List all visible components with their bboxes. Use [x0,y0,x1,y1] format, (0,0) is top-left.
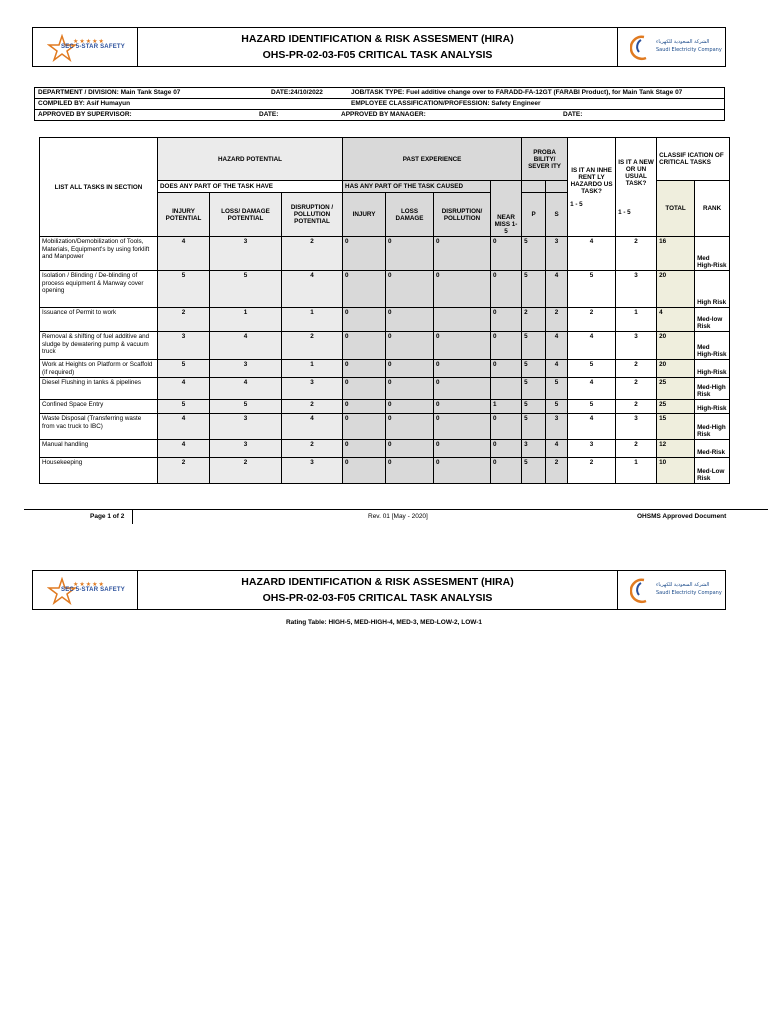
new-task-cell: 3 [616,414,657,440]
injury-cell: 0 [343,440,386,458]
loss-damage-cell: 0 [386,237,434,271]
loss-potential-cell: 3 [210,360,282,378]
inherent-cell: 3 [568,440,616,458]
loss-damage-cell: 0 [386,378,434,400]
near-miss-cell: 0 [491,360,522,378]
injury-cell: 0 [343,458,386,484]
inherent-cell: 2 [568,308,616,332]
table-row [40,378,730,400]
s-cell: 4 [546,440,568,458]
loss-potential-cell: 3 [210,237,282,271]
header-loss-damage-potential: LOSS/ DAMAGE POTENTIAL [210,193,282,237]
task-cell: Waste Disposal (Transferring waste from vac truck to IBC) [40,414,158,440]
near-miss-cell [491,378,522,400]
disruption-potential-cell: 2 [282,400,343,414]
disruption-cell: 0 [434,332,491,360]
s-cell: 4 [546,332,568,360]
disruption-cell: 0 [434,360,491,378]
loss-damage-cell: 0 [386,271,434,308]
total-cell: 4 [657,308,695,332]
table-row [40,237,730,271]
loss-damage-cell: 0 [386,308,434,332]
loss-potential-cell: 5 [210,400,282,414]
p-cell: 5 [522,458,546,484]
loss-damage-cell: 0 [386,400,434,414]
sec-arc-icon [630,577,652,605]
s-cell: 4 [546,360,568,378]
near-miss-cell: 0 [491,237,522,271]
inherent-cell: 4 [568,378,616,400]
sec-name-2 [656,581,722,597]
new-task-cell: 1 [616,308,657,332]
header-prob-spacer [522,181,546,193]
injury-potential-cell: 5 [158,400,210,414]
employee-class-field: EMPLOYEE CLASSIFICATION/PROFESSION: Safety Engineer [351,100,541,107]
table-row [40,458,730,484]
header-inherent-label: IS IT AN INHE RENT LY HAZARDO US TASK? [570,166,613,195]
title-line2: OHS-PR-02-03-F05 CRITICAL TASK ANALYSIS [262,49,493,61]
rank-cell: High Risk [695,271,730,308]
new-task-cell: 3 [616,332,657,360]
title2-line2: OHS-PR-02-03-F05 CRITICAL TASK ANALYSIS [262,592,493,604]
header-new [616,138,657,237]
loss-damage-cell: 0 [386,440,434,458]
near-miss-cell: 0 [491,308,522,332]
s-cell: 2 [546,308,568,332]
p-cell: 5 [522,360,546,378]
disruption-potential-cell: 4 [282,414,343,440]
disruption-cell: 0 [434,400,491,414]
new-task-cell: 3 [616,271,657,308]
new-task-cell: 2 [616,237,657,271]
disruption-cell: 0 [434,458,491,484]
s-cell: 5 [546,378,568,400]
disruption-potential-cell: 2 [282,440,343,458]
header-inherent [568,138,616,237]
near-miss-cell: 0 [491,271,522,308]
company-logo [33,28,138,66]
total-cell: 20 [657,271,695,308]
header-hazard-potential: HAZARD POTENTIAL [158,138,343,181]
date2-field: DATE: [259,111,279,118]
inherent-cell: 4 [568,414,616,440]
page-footer [24,509,768,524]
disruption-potential-cell: 3 [282,458,343,484]
sec-english-name-2: Saudi Electricity Company [656,590,722,596]
injury-cell: 0 [343,414,386,440]
date-field: DATE:24/10/2022 [271,89,323,96]
total-cell: 20 [657,360,695,378]
total-cell: 10 [657,458,695,484]
loss-potential-cell: 2 [210,458,282,484]
inherent-cell: 4 [568,332,616,360]
approved-supervisor-field: APPROVED BY SUPERVISOR: [38,111,132,118]
task-rows [40,237,730,484]
s-cell: 3 [546,414,568,440]
revision-text: Rev. 01 [May - 2020] [368,513,428,520]
page2-header [32,570,726,610]
loss-potential-cell: 4 [210,378,282,400]
injury-potential-cell: 4 [158,440,210,458]
injury-potential-cell: 4 [158,414,210,440]
injury-cell: 0 [343,271,386,308]
injury-cell: 0 [343,237,386,271]
rank-cell: Med High-Risk [695,332,730,360]
header-disruption: DISRUPTION/ POLLUTION [434,193,491,237]
task-cell: Housekeeping [40,458,158,484]
new-task-cell: 2 [616,360,657,378]
task-cell: Removal & shifting of fuel additive and sludge by dewatering pump & vacuum truck [40,332,158,360]
injury-potential-cell: 5 [158,271,210,308]
s-cell: 2 [546,458,568,484]
table-row [40,414,730,440]
near-miss-cell: 0 [491,458,522,484]
table-row [40,332,730,360]
loss-potential-cell: 3 [210,440,282,458]
table-row [40,271,730,308]
injury-cell: 0 [343,360,386,378]
approved-text: OHSMS Approved Document [637,513,727,520]
header-injury: INJURY [343,193,386,237]
footer-divider [132,510,133,524]
p-cell: 5 [522,400,546,414]
injury-potential-cell: 5 [158,360,210,378]
loss-potential-cell: 1 [210,308,282,332]
header-rank: RANK [695,181,730,237]
header-classification: CLASSIF ICATION OF CRITICAL TASKS [657,138,730,181]
info-row-1 [35,88,724,99]
header-injury-potential: INJURY POTENTIAL [158,193,210,237]
injury-potential-cell: 4 [158,237,210,271]
task-cell: Confined Space Entry [40,400,158,414]
new-task-cell: 2 [616,440,657,458]
s-cell: 3 [546,237,568,271]
task-cell: Mobilization/Demobilization of Tools, Materials, Equipment's by using forklift and Manpower [40,237,158,271]
total-cell: 16 [657,237,695,271]
header-s: S [546,193,568,237]
injury-cell: 0 [343,308,386,332]
inherent-cell: 2 [568,458,616,484]
header-has-any: HAS ANY PART OF THE TASK CAUSED [343,181,491,193]
p-cell: 5 [522,271,546,308]
task-cell: Diesel Flushing in tanks & pipelines [40,378,158,400]
disruption-cell: 0 [434,440,491,458]
disruption-potential-cell: 2 [282,332,343,360]
loss-damage-cell: 0 [386,332,434,360]
inherent-cell: 5 [568,400,616,414]
document-title [138,28,617,66]
company-logo-2 [33,571,138,609]
document-title-2 [138,571,617,609]
header-probability: PROBA BILITY/ SEVER ITY [522,138,568,181]
header-does-any: DOES ANY PART OF THE TASK HAVE [158,181,343,193]
rank-cell: Med-low Risk [695,308,730,332]
disruption-potential-cell: 2 [282,237,343,271]
injury-cell: 0 [343,400,386,414]
critical-task-table [39,137,730,484]
title-line1: HAZARD IDENTIFICATION & RISK ASSESMENT (HIRA) [241,33,514,45]
injury-potential-cell: 2 [158,308,210,332]
header-near-miss: NEAR MISS 1-5 [491,181,522,237]
page-number: Page 1 of 2 [90,513,125,520]
p-cell: 2 [522,308,546,332]
header-disruption-potential: DISRUPTION / POLLUTION POTENTIAL [282,193,343,237]
near-miss-cell: 0 [491,440,522,458]
sec-logo-2 [617,571,725,609]
sec-arc-icon [630,34,652,62]
sec-name [656,38,722,54]
loss-potential-cell: 3 [210,414,282,440]
loss-damage-cell: 0 [386,360,434,378]
company-logo-text-2: SEC 5-STAR SAFETY [61,587,125,593]
rank-cell: Med-High Risk [695,378,730,400]
header-total: TOTAL [657,181,695,237]
title2-line1: HAZARD IDENTIFICATION & RISK ASSESMENT (HIRA) [241,576,514,588]
injury-potential-cell: 4 [158,378,210,400]
inherent-cell: 4 [568,237,616,271]
header-list-tasks: LIST ALL TASKS IN SECTION [40,138,158,237]
rank-cell: High-Risk [695,400,730,414]
header-p: P [522,193,546,237]
total-cell: 20 [657,332,695,360]
total-cell: 25 [657,400,695,414]
new-task-cell: 2 [616,378,657,400]
disruption-cell: 0 [434,271,491,308]
header-new-range: 1 - 5 [618,208,631,216]
approved-manager-field: APPROVED BY MANAGER: [341,111,426,118]
near-miss-cell: 1 [491,400,522,414]
sec-english-name: Saudi Electricity Company [656,47,722,53]
disruption-cell: 0 [434,414,491,440]
p-cell: 5 [522,332,546,360]
disruption-cell [434,308,491,332]
loss-damage-cell: 0 [386,458,434,484]
info-row-3 [35,110,724,120]
rating-table-text: Rating Table: HIGH-5, MED-HIGH-4, MED-3, MED-LOW-2, LOW-1 [285,619,483,626]
disruption-potential-cell: 4 [282,271,343,308]
job-task-field: JOB/TASK TYPE: Fuel additive change over to FARADD-FA-12GT (FARABI Product), for Main Tank Stage 07 [351,89,683,96]
task-cell: Manual handling [40,440,158,458]
injury-potential-cell: 2 [158,458,210,484]
task-cell: Issuance of Permit to work [40,308,158,332]
header-sev-spacer [546,181,568,193]
info-block [34,87,725,121]
total-cell: 25 [657,378,695,400]
rank-cell: Med-Low Risk [695,458,730,484]
p-cell: 3 [522,440,546,458]
injury-cell: 0 [343,332,386,360]
s-cell: 5 [546,400,568,414]
table-row [40,308,730,332]
department-field: DEPARTMENT / DIVISION: Main Tank Stage 07 [38,89,181,96]
rank-cell: High-Risk [695,360,730,378]
p-cell: 5 [522,378,546,400]
loss-potential-cell: 5 [210,271,282,308]
rank-cell: Med-Risk [695,440,730,458]
disruption-potential-cell: 1 [282,308,343,332]
task-cell: Isolation / Blinding / De-blinding of process equipment & Manway cover opening [40,271,158,308]
rank-cell: Med High-Risk [695,237,730,271]
p-cell: 5 [522,237,546,271]
inherent-cell: 5 [568,271,616,308]
company-logo-text: SEC 5-STAR SAFETY [61,44,125,50]
new-task-cell: 2 [616,400,657,414]
injury-cell: 0 [343,378,386,400]
loss-damage-cell: 0 [386,414,434,440]
compiled-by-field: COMPILED BY: Asif Humayun [38,100,131,107]
near-miss-cell: 0 [491,332,522,360]
injury-potential-cell: 3 [158,332,210,360]
logo-stars-icon: ★★★★★ [73,582,105,588]
disruption-potential-cell: 1 [282,360,343,378]
table-row [40,440,730,458]
date3-field: DATE: [563,111,583,118]
table-row [40,400,730,414]
inherent-cell: 5 [568,360,616,378]
task-cell: Work at Heights on Platform or Scaffold (if required) [40,360,158,378]
new-task-cell: 1 [616,458,657,484]
sec-arabic-name-2: الشركة السعودية للكهرباء [656,582,710,588]
loss-potential-cell: 4 [210,332,282,360]
s-cell: 4 [546,271,568,308]
near-miss-cell: 0 [491,414,522,440]
disruption-cell: 0 [434,378,491,400]
info-row-2 [35,99,724,110]
disruption-cell: 0 [434,237,491,271]
rank-cell: Med-High Risk [695,414,730,440]
logo-stars-icon: ★★★★★ [73,39,105,45]
header-loss-damage: LOSS DAMAGE [386,193,434,237]
total-cell: 12 [657,440,695,458]
table-row [40,360,730,378]
total-cell: 15 [657,414,695,440]
sec-logo [617,28,725,66]
disruption-potential-cell: 3 [282,378,343,400]
header-inherent-range: 1 - 5 [570,200,583,208]
p-cell: 5 [522,414,546,440]
header-past-experience: PAST EXPERIENCE [343,138,522,181]
header-new-label: IS IT A NEW OR UN USUAL TASK? [618,158,654,187]
sec-arabic-name: الشركة السعودية للكهرباء [656,39,710,45]
page-header [32,27,726,67]
